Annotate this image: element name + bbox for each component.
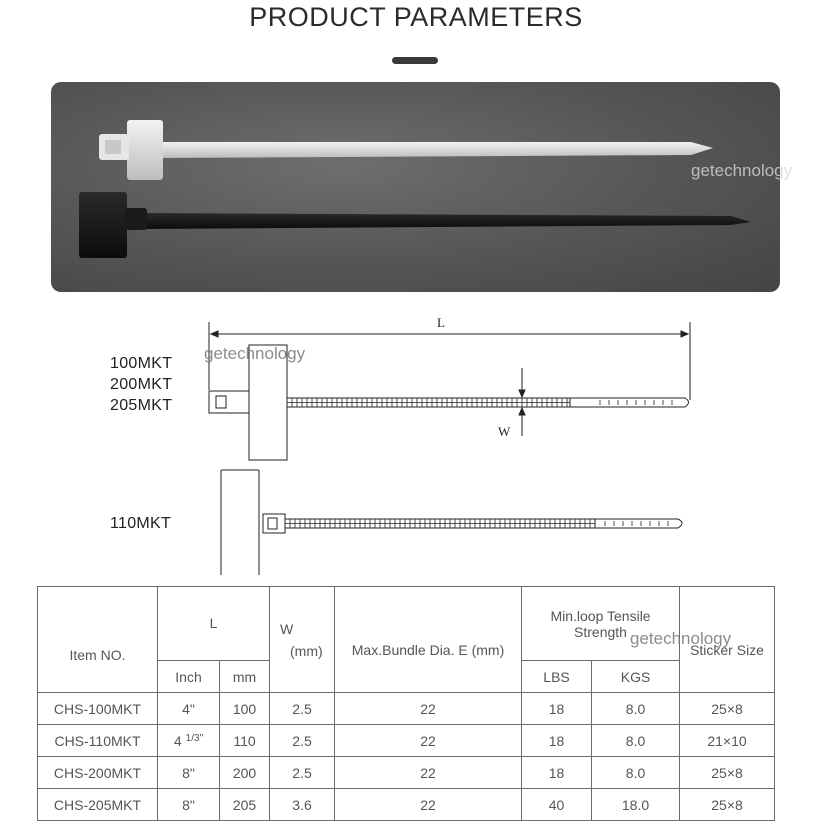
cell-item: CHS-200MKT	[38, 757, 158, 789]
cell-kgs: 18.0	[592, 789, 680, 821]
model-label-205mkt: 205MKT	[110, 397, 173, 414]
cell-inch	[158, 725, 220, 757]
header-width-unit: (mm)	[290, 642, 323, 659]
model-label-100mkt: 100MKT	[110, 355, 173, 372]
cell-bundle: 22	[335, 693, 522, 725]
title-underline	[392, 57, 438, 64]
cell-mm: 200	[220, 757, 270, 789]
cell-item: CHS-205MKT	[38, 789, 158, 821]
cell-width: 2.5	[270, 757, 335, 789]
cell-inch-whole: 8"	[182, 764, 195, 781]
width-dimension-label: W	[498, 424, 511, 439]
cell-inch-whole: 8"	[182, 796, 195, 813]
header-item: Item NO.	[38, 587, 158, 693]
cell-lbs: 18	[522, 725, 592, 757]
cable-ties-image	[51, 82, 780, 292]
cell-inch	[158, 693, 220, 725]
header-lbs: LBS	[522, 661, 592, 693]
product-photo	[51, 82, 793, 292]
cell-kgs: 8.0	[592, 693, 680, 725]
header-width	[270, 587, 335, 693]
model-label-200mkt: 200MKT	[110, 376, 173, 393]
header-tensile: Min.loop Tensile Strength	[522, 587, 680, 661]
spec-table	[37, 586, 775, 821]
cell-sticker: 25×8	[680, 757, 775, 789]
cell-inch-fraction: 1/3"	[185, 732, 204, 744]
cell-inch-whole: 4"	[182, 700, 195, 717]
header-width-label: W	[280, 620, 294, 637]
cell-width: 2.5	[270, 693, 335, 725]
header-mm: mm	[220, 661, 270, 693]
header-kgs: KGS	[592, 661, 680, 693]
table-row	[38, 725, 775, 757]
cell-lbs: 18	[522, 693, 592, 725]
header-inch: Inch	[158, 661, 220, 693]
cell-lbs: 40	[522, 789, 592, 821]
table-row	[38, 789, 775, 821]
cell-mm: 205	[220, 789, 270, 821]
cell-inch	[158, 757, 220, 789]
watermark: getechnology	[691, 161, 793, 180]
header-bundle: Max.Bundle Dia. E (mm)	[335, 587, 522, 693]
header-sticker: Sticker Size	[680, 587, 775, 693]
length-dimension-label: L	[437, 315, 445, 330]
cell-bundle: 22	[335, 725, 522, 757]
cable-tie-drawing	[0, 300, 832, 585]
watermark: getechnology	[630, 629, 732, 648]
cell-item: CHS-110MKT	[38, 725, 158, 757]
header-length: L	[158, 587, 270, 661]
cell-sticker: 25×8	[680, 789, 775, 821]
page-title: PRODUCT PARAMETERS	[249, 2, 583, 32]
cell-inch	[158, 789, 220, 821]
cell-kgs: 8.0	[592, 725, 680, 757]
cell-sticker: 21×10	[680, 725, 775, 757]
technical-drawing	[0, 300, 832, 585]
cell-bundle: 22	[335, 757, 522, 789]
cell-mm: 110	[220, 725, 270, 757]
cell-kgs: 8.0	[592, 757, 680, 789]
model-label-110mkt: 110MKT	[110, 515, 172, 532]
cell-mm: 100	[220, 693, 270, 725]
cell-lbs: 18	[522, 757, 592, 789]
cell-bundle: 22	[335, 789, 522, 821]
table-row	[38, 693, 775, 725]
cell-inch-whole: 4	[173, 732, 182, 749]
cell-sticker: 25×8	[680, 693, 775, 725]
watermark: getechnology	[204, 344, 306, 363]
cell-width: 3.6	[270, 789, 335, 821]
cell-width: 2.5	[270, 725, 335, 757]
table-row	[38, 757, 775, 789]
cell-item: CHS-100MKT	[38, 693, 158, 725]
